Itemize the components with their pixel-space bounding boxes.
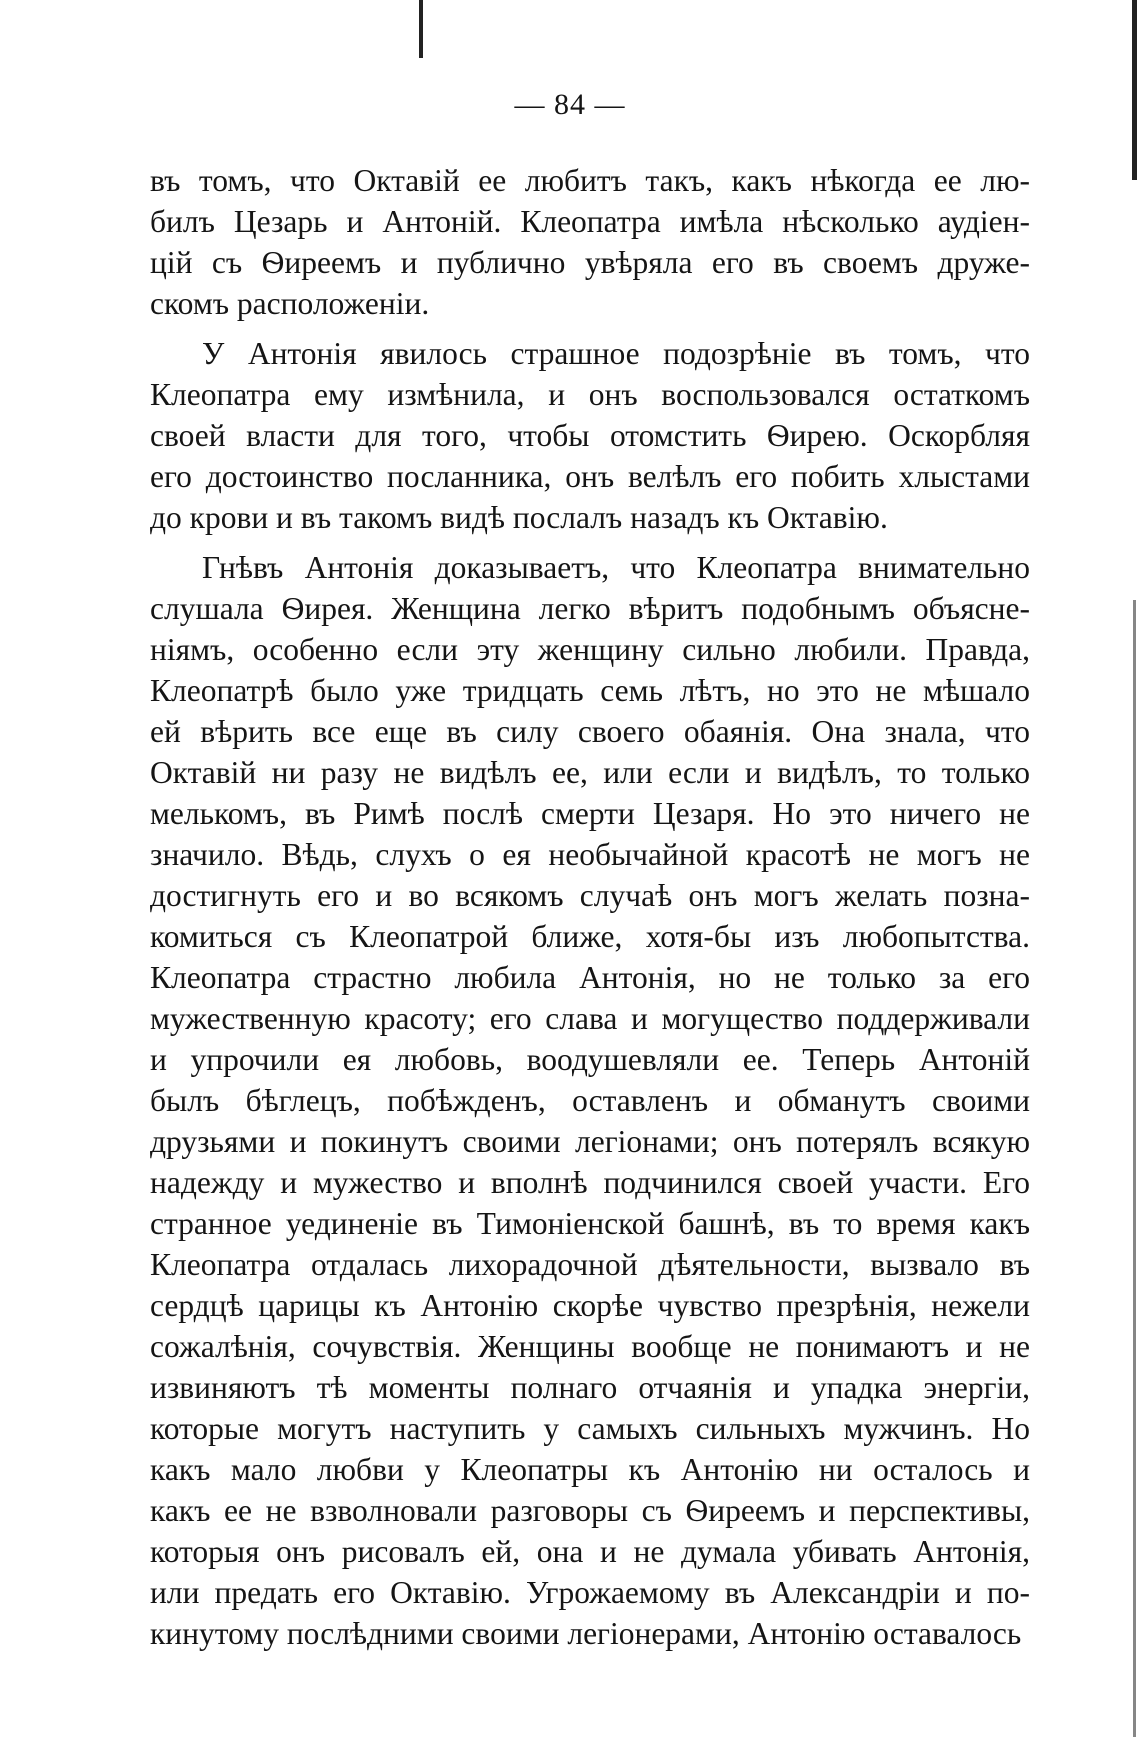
text-line: сердцѣ царицы къ Антонію скорѣе чувство презрѣнія, нежели [150, 1288, 1030, 1323]
text-line: былъ бѣглецъ, побѣжденъ, оставленъ и обманутъ своими [150, 1083, 1030, 1118]
text-line: комиться съ Клеопатрой ближе, хотя-бы изъ любопытства. [150, 919, 1030, 954]
text-line: Клеопатра страстно любила Антонія, но не только за его [150, 960, 1030, 995]
paragraph [150, 333, 1030, 538]
paragraph-gap [150, 324, 1030, 333]
text-line: друзьями и покинутъ своими легіонами; онъ потерялъ всякую [150, 1124, 1030, 1159]
text-line: своей власти для того, чтобы отомстить Ѳирею. Оскорбляя [150, 418, 1030, 453]
text-line: ей вѣрить все еще въ силу своего обаянія. Она знала, что [150, 714, 1030, 749]
text-line: мужественную красоту; его слава и могущество поддерживали [150, 1001, 1030, 1036]
paragraph [150, 160, 1030, 324]
text-line: мелькомъ, въ Римѣ послѣ смерти Цезаря. Но это ничего не [150, 796, 1030, 831]
scan-artifact-top [419, 0, 423, 58]
text-line: Клеопатрѣ было уже тридцать семь лѣтъ, но это не мѣшало [150, 673, 1030, 708]
text-line: странное уединеніе въ Тимоніенской башнѣ, въ то время какъ [150, 1206, 1030, 1241]
scan-artifact-right-edge-lower [1133, 600, 1136, 1737]
text-line: Клеопатра отдалась лихорадочной дѣятельности, вызвало въ [150, 1247, 1030, 1282]
text-line: достигнуть его и во всякомъ случаѣ онъ могъ желать позна- [150, 878, 1030, 913]
text-line: его достоинство посланника, онъ велѣлъ его побить хлыстами [150, 459, 1030, 494]
text-line: значило. Вѣдь, слухъ о ея необычайной красотѣ не могъ не [150, 837, 1030, 872]
text-line: цій съ Ѳиреемъ и публично увѣряла его въ своемъ друже- [150, 245, 1030, 280]
text-line: до крови и въ такомъ видѣ послалъ назадъ къ Октавію. [150, 500, 888, 535]
text-line: какъ мало любви у Клеопатры къ Антонію ни осталось и [150, 1452, 1030, 1487]
text-line: слушала Ѳирея. Женщина легко вѣритъ подобнымъ объясне- [150, 591, 1030, 626]
text-line: въ томъ, что Октавій ее любитъ такъ, какъ нѣкогда ее лю- [150, 163, 1030, 198]
text-line: ніямъ, особенно если эту женщину сильно любили. Правда, [150, 632, 1030, 667]
text-line: извиняютъ тѣ моменты полнаго отчаянія и упадка энергіи, [150, 1370, 1030, 1405]
text-line: надежду и мужество и вполнѣ подчинился своей участи. Его [150, 1165, 1030, 1200]
text-line: сожалѣнія, сочувствія. Женщины вообще не понимаютъ и не [150, 1329, 1030, 1364]
text-line: какъ ее не взволновали разговоры съ Ѳиреемъ и перспективы, [150, 1493, 1030, 1528]
text-line: или предать его Октавію. Угрожаемому въ Александріи и по- [150, 1575, 1030, 1610]
text-line: Клеопатра ему измѣнила, и онъ воспользовался остаткомъ [150, 377, 1030, 412]
text-line: билъ Цезарь и Антоній. Клеопатра имѣла нѣсколько аудіен- [150, 204, 1030, 239]
text-line: Октавій ни разу не видѣлъ ее, или если и видѣлъ, то только [150, 755, 1030, 790]
text-line: кинутому послѣдними своими легіонерами, Антонію оставалось [150, 1616, 1022, 1651]
page-number: — 84 — [514, 88, 626, 121]
text-line: и упрочили ея любовь, воодушевляли ее. Теперь Антоній [150, 1042, 1030, 1077]
body-text [150, 160, 1030, 1654]
text-line: Гнѣвъ Антонія доказываетъ, что Клеопатра внимательно [202, 550, 1030, 585]
text-line: У Антонія явилось страшное подозрѣніе въ томъ, что [202, 336, 1030, 371]
text-line: скомъ расположеніи. [150, 286, 430, 321]
paragraph [150, 547, 1030, 1654]
text-line: которые могутъ наступить у самыхъ сильныхъ мужчинъ. Но [150, 1411, 1030, 1446]
paragraph-gap [150, 538, 1030, 547]
text-line: которыя онъ рисовалъ ей, она и не думала убивать Антонія, [150, 1534, 1030, 1569]
